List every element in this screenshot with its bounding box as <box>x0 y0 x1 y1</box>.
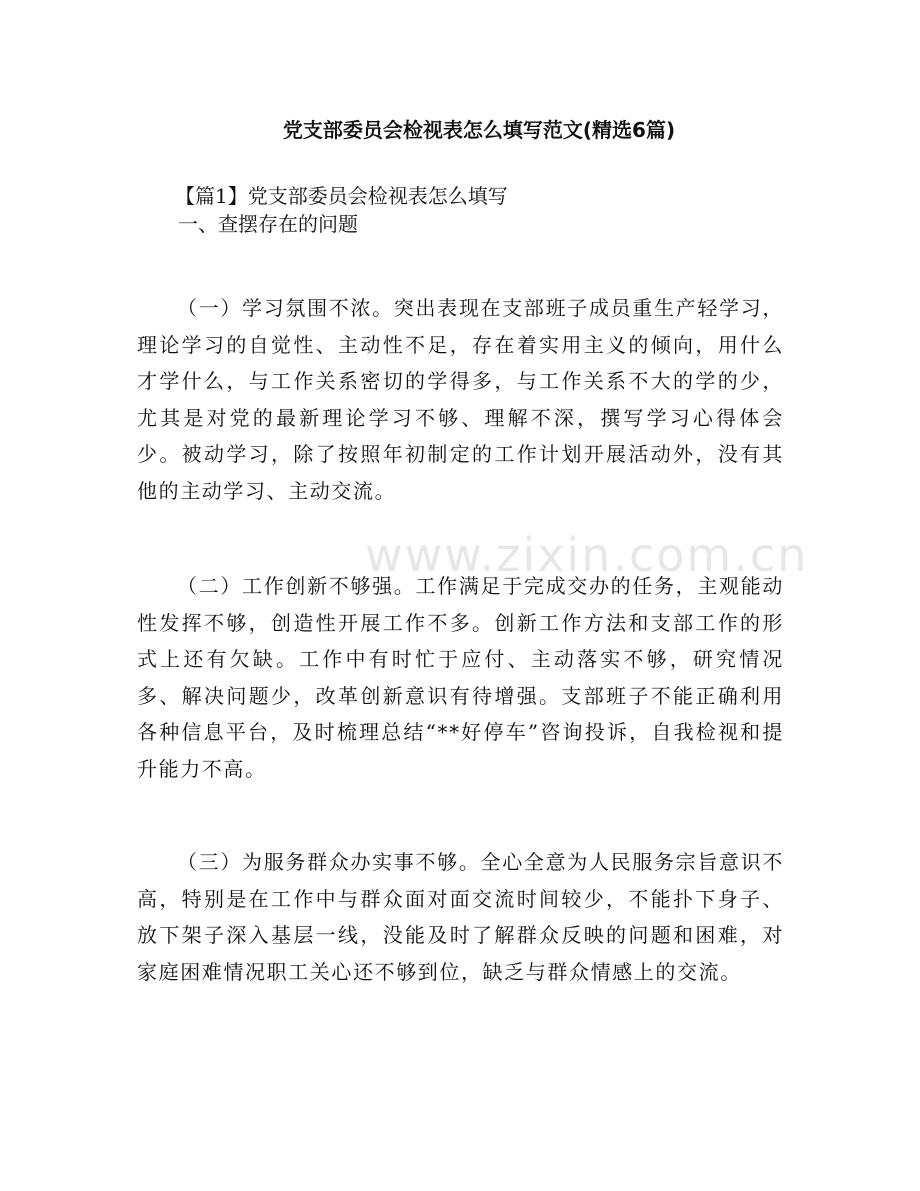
paragraph-3: （三）为服务群众办实事不够。全心全意为人民服务宗旨意识不高，特别是在工作中与群众面对面交流时间较少，不能扑下身子、放下架子深入基层一线，没能及时了解群众反映的问题和困难，对家庭困难情况职工关心还不够到位，缺乏与群众情感上的交流。 <box>137 850 784 984</box>
paragraph-1: （一）学习氛围不浓。突出表现在支部班子成员重生产轻学习，理论学习的自觉性、主动性不足，存在着实用主义的倾向，用什么才学什么，与工作关系密切的学得多，与工作关系不大的学的少，尤其是对党的最新理论学习不够、理解不深，撰写学习心得体会少。被动学习，除了按照年初制定的工作计划开展活动外，没有其他的主动学习、主动交流。 <box>137 296 784 503</box>
watermark-text: www.zixin.com.cn <box>365 528 809 582</box>
subheading-problems: 一、查摆存在的问题 <box>178 212 358 236</box>
document-title: 党支部委员会检视表怎么填写范文(精选6篇) <box>282 118 676 142</box>
paragraph-2: （二）工作创新不够强。工作满足于完成交办的任务，主观能动性发挥不够，创造性开展工作不多。创新工作方法和支部工作的形式上还有欠缺。工作中有时忙于应付、主动落实不够，研究情况多、解决问题少，改革创新意识有待增强。支部班子不能正确利用各种信息平台，及时梳理总结“**好停车”咨询投诉，自我检视和提升能力不高。 <box>137 574 784 781</box>
section-heading: 【篇1】党支部委员会检视表怎么填写 <box>175 184 508 208</box>
